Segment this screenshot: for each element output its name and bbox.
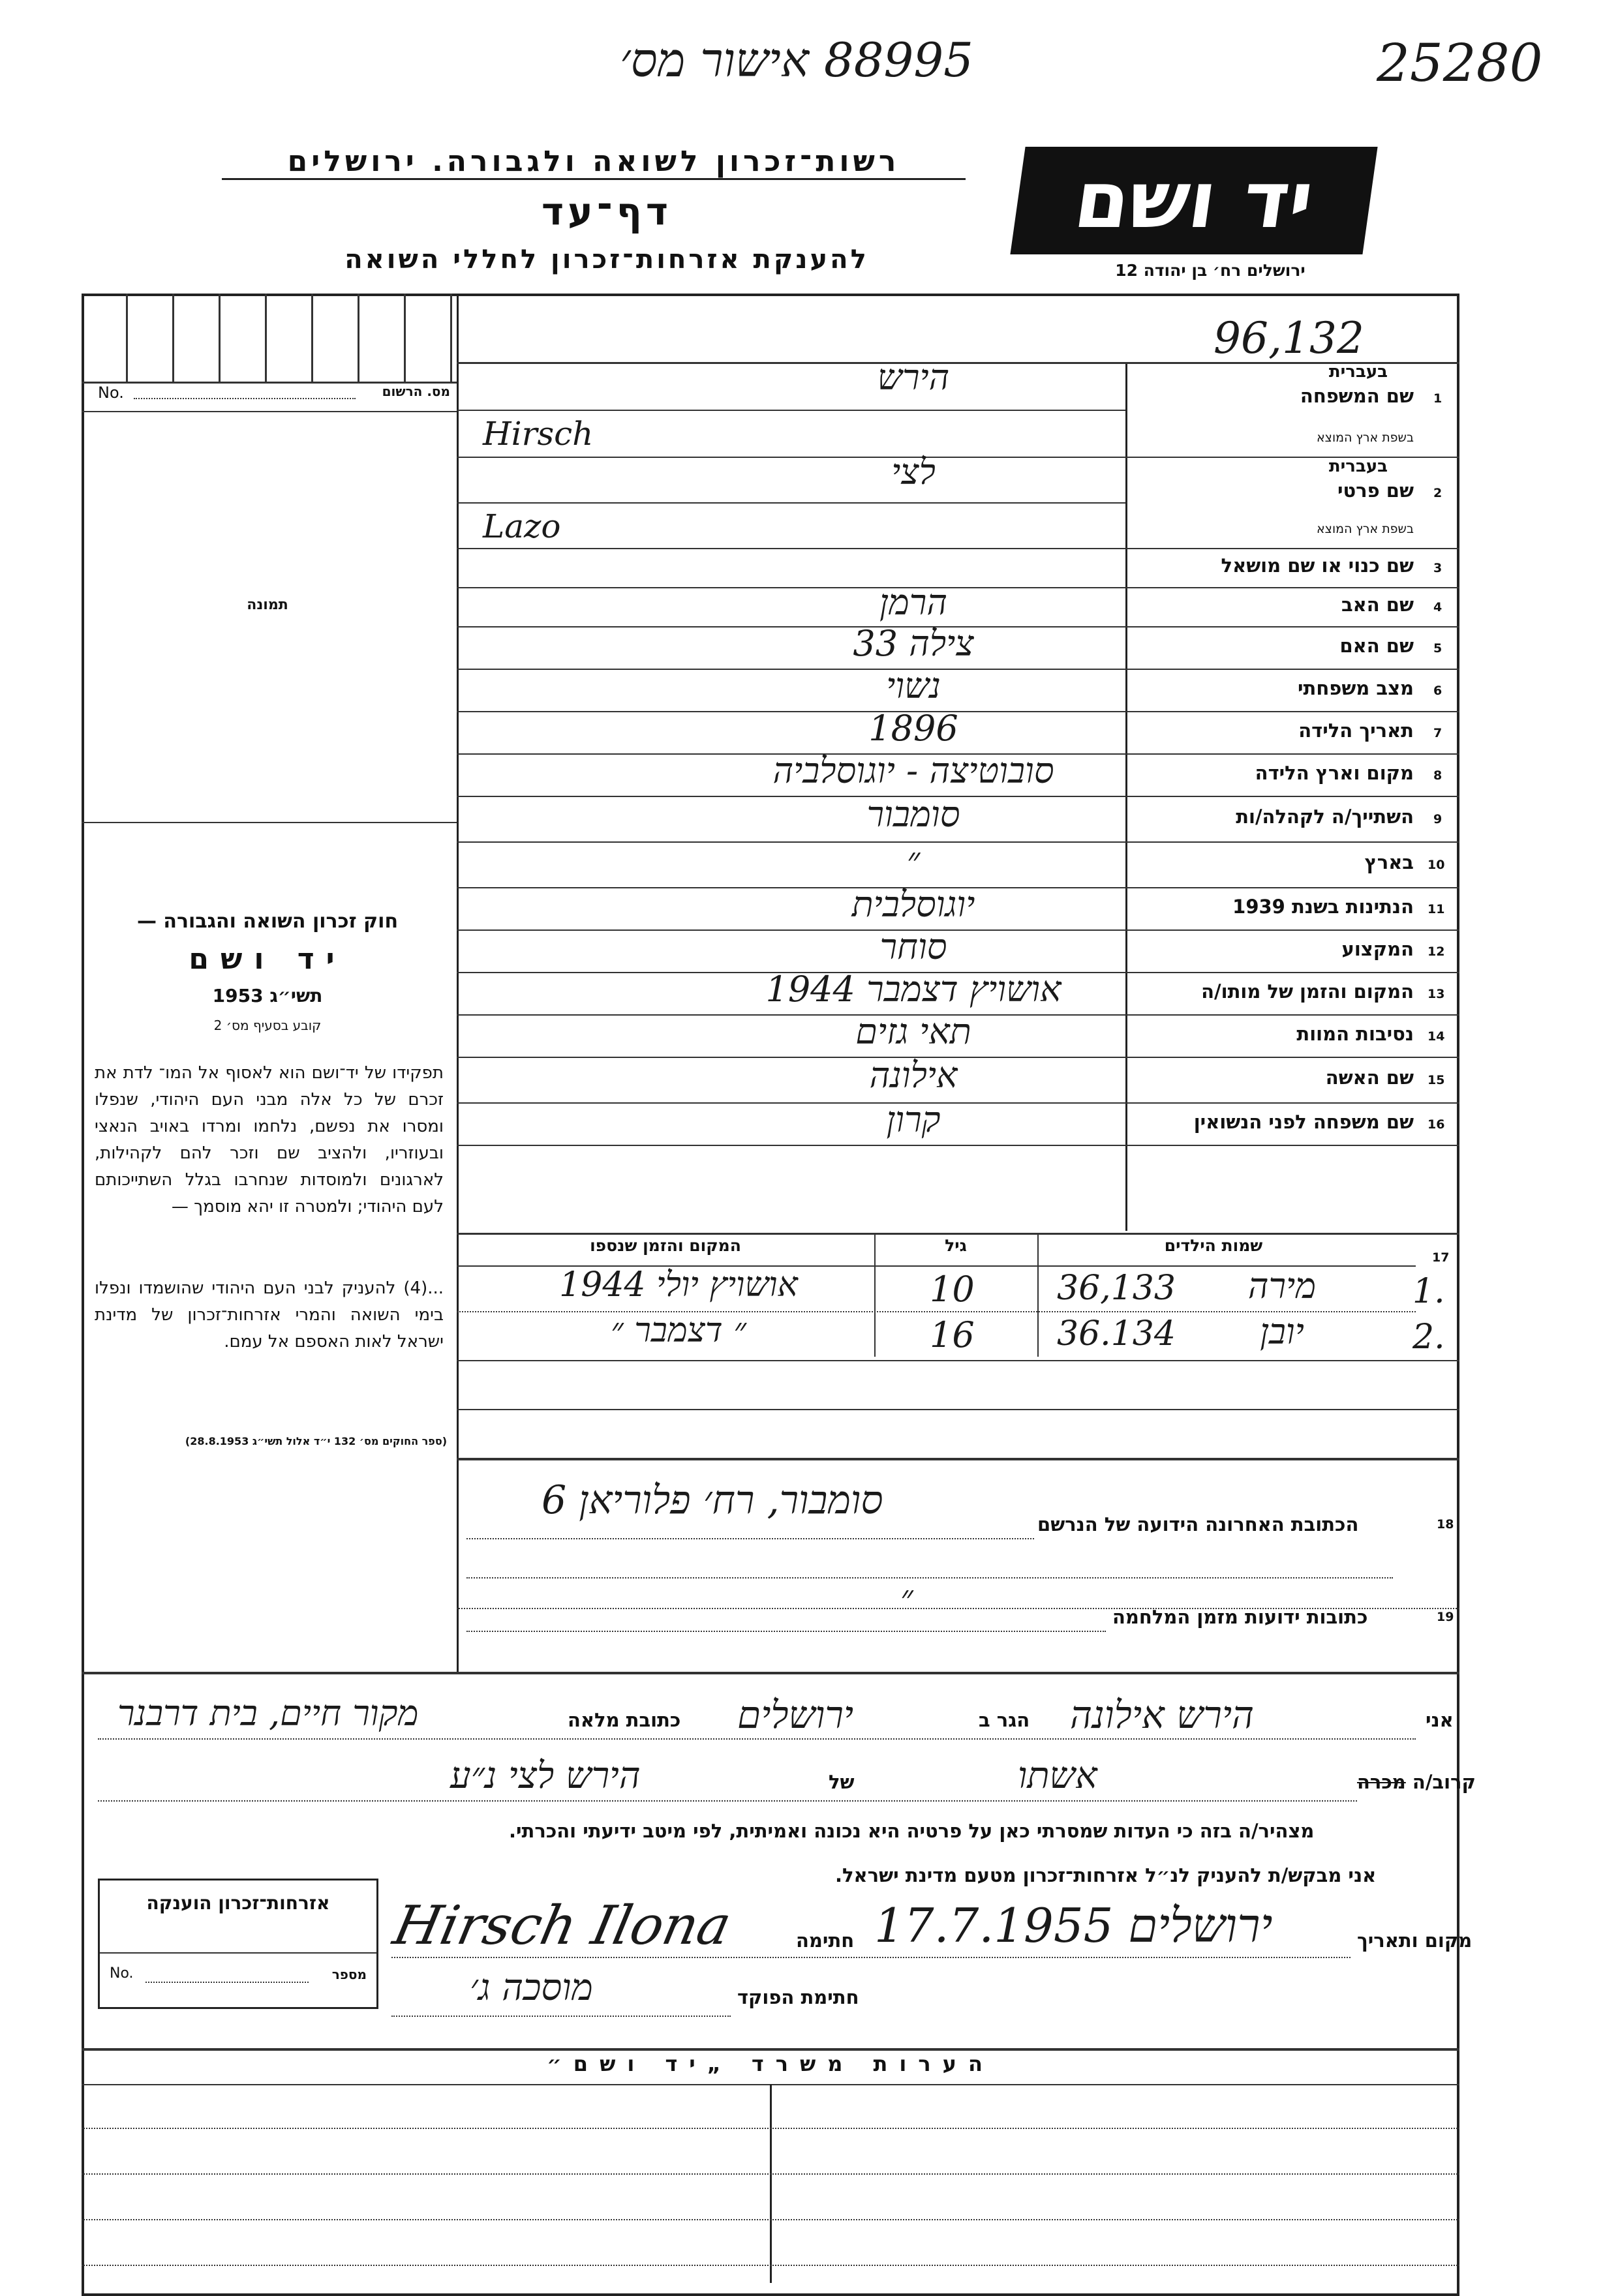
field-value-14: תאי גזים	[855, 1010, 971, 1052]
field-label-16: שם משפחה לפני הנשואין	[1193, 1110, 1414, 1133]
declarant-name: הירש אילונה	[1070, 1693, 1255, 1737]
field-label-13: המקום והזמן של מותו/ה	[1201, 980, 1414, 1003]
of-label: של	[829, 1771, 855, 1793]
law-year	[91, 985, 444, 1006]
field-value-6: נשוי	[886, 665, 941, 706]
relative-value: אשתו	[1018, 1755, 1097, 1797]
field-number-19: 19	[1437, 1610, 1454, 1624]
field-label-8: מקום וארץ הלידה	[1255, 761, 1414, 784]
field-label-5: שם האם	[1339, 634, 1414, 657]
field-value-11: יוגוסלבית	[851, 883, 975, 925]
reg-no-prefix: No.	[98, 384, 124, 402]
child-index: 1.	[1412, 1272, 1445, 1311]
field-row-6	[457, 665, 1459, 711]
declaration-ani-label: אני	[1426, 1709, 1454, 1731]
child-ref: 36,133	[1057, 1269, 1176, 1308]
children-age-header: גיל	[945, 1236, 967, 1255]
citizenship-box	[98, 1879, 378, 2009]
relative-label	[1357, 1771, 1476, 1793]
field-value-8: סובוטיצה - יוגוסלביה	[772, 749, 1054, 791]
field-label-9: השתייך/ה לקהלה/ות	[1236, 806, 1414, 828]
field-value-9: סומבור	[866, 794, 960, 835]
field-row-15	[457, 1057, 1459, 1102]
law-text-main: תפקידו של יד־ושם הוא לאסוף אל המו־ לדת את זכרם של כל אלה מבני העם היהודי, שנפלו ומסרו את נפשם, נלחמו ומרדו באויב הנאצי ובעוזריו, ולהציב שם וזכר להם לקהילות, לארגונים ולמוסדות שנחרבו בגלל השתייכותם לעם היהודי; ולמטרה זו יהא מוסמך —	[95, 1063, 444, 1216]
child-name: מירה	[1247, 1265, 1317, 1307]
field-row-7	[457, 707, 1459, 753]
field-number-11: 11	[1427, 901, 1445, 916]
children-names-header: שמות הילדים	[1164, 1236, 1263, 1255]
field-row-8	[457, 749, 1459, 796]
field-value-12: סוחר	[879, 926, 947, 967]
child-age: 10	[930, 1269, 975, 1310]
page-number-annotation: 25280	[1377, 33, 1543, 93]
field-sub-origin-2: בשפת ארץ המוצא	[1316, 522, 1414, 536]
field-number-5: 5	[1433, 641, 1442, 656]
field-number-6: 6	[1433, 683, 1442, 698]
field-row-2	[457, 451, 1459, 548]
field-value-16: קרון	[886, 1098, 941, 1140]
field-row-14	[457, 1010, 1459, 1057]
place-date-label: מקום ותאריך	[1357, 1929, 1473, 1952]
registration-number-field	[98, 384, 450, 410]
field-label-7: תאריך הלידה	[1298, 719, 1414, 742]
field-number-10: 10	[1427, 858, 1445, 872]
signature-value: Hirsch Ilona	[388, 1895, 737, 1957]
approval-number-annotation: 88995 אישור מס׳	[620, 33, 973, 87]
field-number-2: 2	[1433, 486, 1442, 500]
field-value-5: צילה 33	[853, 622, 974, 664]
field-row-13	[457, 968, 1459, 1014]
field-number-12: 12	[1427, 944, 1445, 959]
field-row-3	[457, 548, 1459, 587]
child-age: 16	[930, 1314, 975, 1355]
field-label-2: שם פרטי	[1337, 479, 1414, 502]
field-row-1	[457, 357, 1459, 457]
child-index: 2.	[1412, 1318, 1445, 1357]
field-row-16	[457, 1098, 1459, 1145]
relative-of-value: הירש לצי נ״ע	[450, 1755, 641, 1797]
field-row-12	[457, 926, 1459, 972]
field-label-4: שם האב	[1341, 594, 1414, 616]
war-address-label: כתובות ידועות מזמן המלחמה	[1112, 1606, 1368, 1628]
place-date-value: ירושלים 17.7.1955	[874, 1898, 1273, 1953]
field-value-7: 1896	[868, 707, 958, 749]
field-number-14: 14	[1427, 1029, 1445, 1044]
child-death-place: אושויץ יולי 1944	[559, 1265, 798, 1305]
child-name: יובן	[1260, 1311, 1304, 1352]
field-number-18: 18	[1437, 1517, 1454, 1532]
field-number-3: 3	[1433, 561, 1442, 575]
request-statement: אני מבקש/ת להעניק לנ״ל אזרחות־זכרון מטעם מדינת ישראל.	[835, 1864, 1377, 1886]
field-number-13: 13	[1427, 986, 1445, 1001]
citizenship-no-prefix: No.	[110, 1965, 134, 1982]
field-value-2: לצי	[891, 451, 936, 492]
resident-city: ירושלים	[737, 1693, 854, 1737]
field-number-4: 4	[1433, 600, 1442, 614]
officer-label: חתימת הפוקד	[737, 1986, 859, 2008]
field-label-15: שם האשה	[1325, 1066, 1414, 1089]
reg-no-label: מס. הרשום	[382, 384, 450, 399]
last-address-value: סומבור, רח׳ פלוריאן 6	[542, 1477, 883, 1523]
file-number: 96,132	[1214, 313, 1364, 363]
field-value-1: הירש	[877, 357, 950, 398]
children-place-header: המקום והזמן שנספו	[590, 1236, 741, 1255]
field-number-15: 15	[1427, 1073, 1445, 1087]
field-sub-origin-1: בשפת ארץ המוצא	[1316, 430, 1414, 445]
law-title: חוק זכרון השואה והגבורה —	[136, 910, 399, 933]
yad-vashem-logo: יד ושם	[1010, 147, 1377, 254]
field-label-6: מצב משפחתי	[1297, 676, 1414, 699]
full-address-label: כתובת מלאה	[568, 1709, 681, 1731]
field-value-latin-1: Hirsch	[483, 415, 594, 453]
last-address-label: הכתובת האחרונה הידועה של הנרשם	[1037, 1513, 1359, 1535]
field-value-15: אילונה	[869, 1055, 958, 1096]
field-label-14: נסיבות המוות	[1296, 1022, 1414, 1045]
field-number-1: 1	[1433, 391, 1442, 406]
field-row-5	[457, 622, 1459, 669]
child-death-place: ״ דצמבר ״	[610, 1311, 747, 1350]
child-ref: 36.134	[1057, 1314, 1176, 1353]
officer-signature: מוסכה ג׳	[470, 1967, 593, 2009]
declaration-statement: מצהיר/ה בזה כי העדות שמסרתי כאן על פרטיה היא נכונה ואמיתית, לפי מיטב ידיעתי והכרתי.	[509, 1820, 1315, 1842]
law-year-number: 1953	[212, 985, 264, 1006]
authority-title: רשות־זכרון לשואה ולגבורה. ירושלים	[222, 145, 966, 180]
field-row-10	[457, 841, 1459, 887]
field-number-16: 16	[1427, 1117, 1445, 1132]
signature-label: חתימה	[796, 1929, 855, 1952]
field-number-9: 9	[1433, 812, 1442, 826]
field-label-10: בארץ	[1364, 851, 1414, 873]
war-address-value: ״	[900, 1578, 913, 1618]
field-sub-hebrew-1: בעברית	[1328, 362, 1388, 382]
field-row-4	[457, 582, 1459, 626]
law-name: יד ושם	[189, 943, 346, 976]
address-line: ירושלים רח׳ בן יהודה 12	[1115, 261, 1305, 280]
field-number-17: 17	[1432, 1250, 1450, 1265]
field-sub-hebrew-2: בעברית	[1328, 457, 1388, 476]
relative-text: קרוב/ה	[1412, 1771, 1476, 1793]
law-source: (ספר החוקים מס׳ 132 י״ד אלול תשי״ג 28.8.1953)	[185, 1435, 447, 1447]
citizenship-number-label: מספר	[331, 1967, 367, 1982]
law-year-hebrew: תשי״ג	[269, 985, 323, 1006]
resident-label: הגר ב	[979, 1709, 1030, 1731]
field-value-latin-2: Lazo	[483, 507, 561, 545]
field-row-9	[457, 796, 1459, 841]
form-subtitle: להענקת אזרחות־זכרון לחללי השואה	[344, 245, 869, 275]
field-value-4: הרמן	[879, 582, 947, 623]
remarks-title-text: הערות משרד „יד ושם״	[547, 2051, 994, 2076]
form-title: דף־עד	[541, 189, 673, 234]
full-address-value: מקור חיים, בית דרבנר	[117, 1693, 419, 1734]
field-label-3: שם כנוי או שם מושאל	[1221, 554, 1414, 577]
field-label-12: המקצוע	[1341, 937, 1414, 960]
field-row-11	[457, 883, 1459, 929]
field-value-10: ״	[906, 839, 921, 881]
citizenship-box-title: אזרחות־זכרון הוענקה	[146, 1892, 330, 1914]
photo-placeholder: תמונה	[247, 597, 288, 613]
field-number-8: 8	[1433, 768, 1442, 783]
field-value-13: אושויץ דצמבר 1944	[765, 968, 1061, 1010]
law-text-clause-4: ...(4) להעניק לבני העם היהודי שהושמדו ונפלו בימי השואה והמרי אזרחות־זכרון של מדינת ישראל לאות האספם אל עמם.	[95, 1278, 444, 1352]
field-number-7: 7	[1433, 725, 1442, 740]
field-label-1: שם המשפחה	[1300, 385, 1414, 407]
field-label-11: הנתינות בשנת 1939	[1232, 895, 1414, 918]
relative-struck-text: מכרה	[1357, 1771, 1406, 1793]
law-clause: קובע בסעיף מס׳ 2	[213, 1018, 322, 1033]
